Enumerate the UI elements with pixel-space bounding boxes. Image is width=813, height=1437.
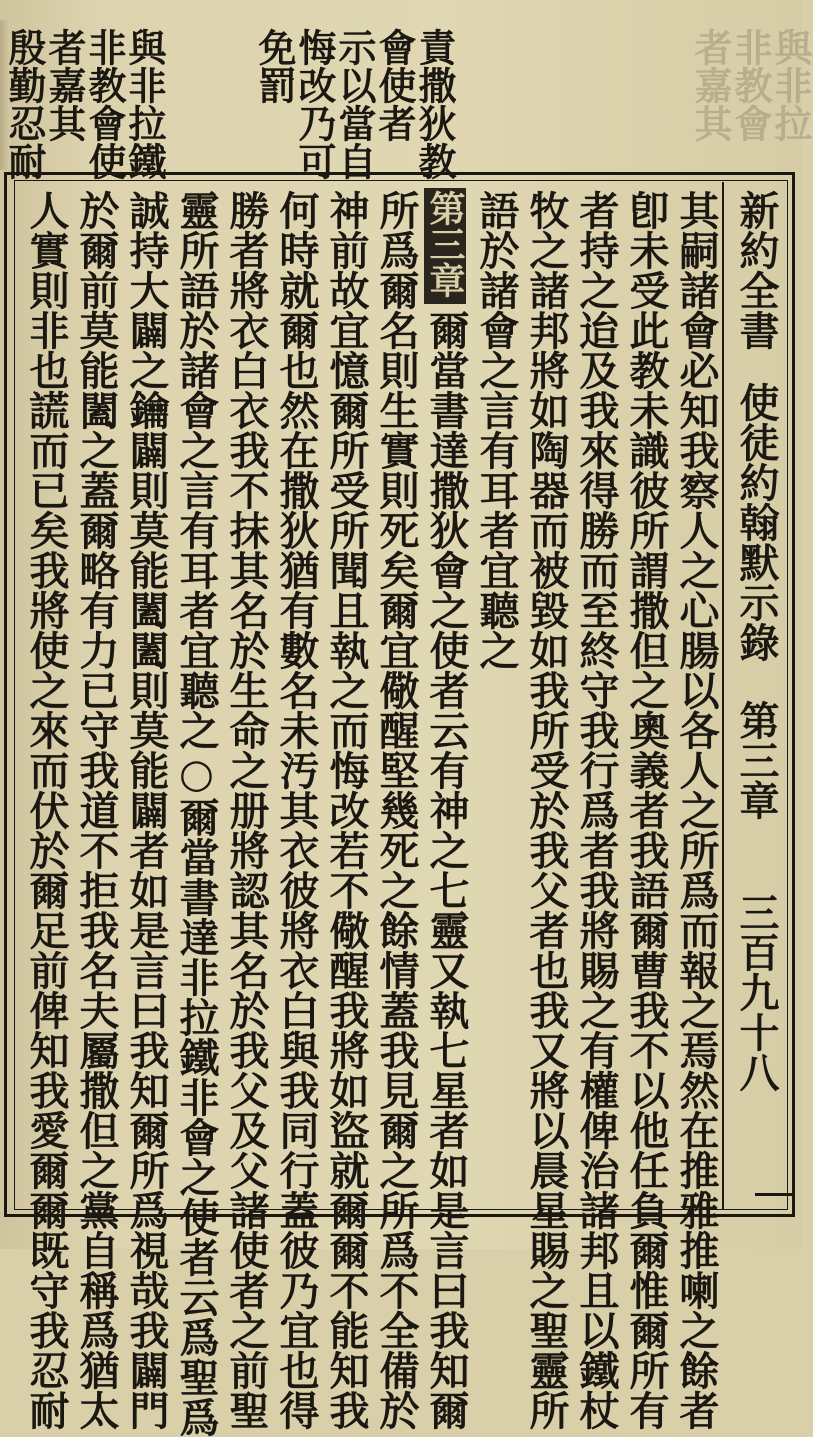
bleed-through-column: 非教會 bbox=[728, 28, 773, 142]
text-column: 者持之迨及我來得勝而至終守我行爲者我將賜之有權俾治諸邦且以鐵杖 bbox=[573, 190, 620, 1430]
text-column: 何時就爾也然在撒狄猶有數名未汚其衣彼將衣白與我同行蓋彼乃宜也得 bbox=[273, 190, 320, 1430]
headnote-column: 示以當自 bbox=[332, 28, 377, 180]
book-title: 新約全書 bbox=[733, 190, 780, 350]
text-column: 勝者將衣白衣我不抹其名於生命之册將認其名於我父及父諸使者之前聖 bbox=[223, 190, 270, 1430]
header-divider bbox=[722, 182, 724, 1209]
headnote-column: 責撒狄教 bbox=[412, 28, 457, 180]
headnote-column: 者嘉其 bbox=[42, 28, 87, 142]
page-number: 三百九十八 bbox=[733, 892, 780, 1092]
text-column: 神前故宜憶爾所受所聞且執之而悔改若不儆醒我將如盜就爾爾不能知我 bbox=[323, 190, 370, 1430]
text-column: 誠持大闢之鑰闢則莫能闔闔則莫能闢者如是言曰我知爾所爲視哉我闢門 bbox=[123, 190, 170, 1430]
text-column: 其嗣諸會必知我察人之心腸以各人之所爲而報之焉然在推雅推喇之餘者 bbox=[673, 190, 720, 1430]
bleed-through-column: 者嘉其 bbox=[688, 28, 733, 142]
chapter-marker-box bbox=[424, 188, 466, 304]
text-column: 牧之諸邦將如陶器而被毀如我所受於我父者也我又將以晨星賜之聖靈所 bbox=[523, 190, 570, 1430]
chapter-marker: 第三章 bbox=[424, 190, 466, 298]
bleed-through-area bbox=[470, 20, 813, 170]
headnote-column: 非教會使 bbox=[82, 28, 127, 180]
footer-rule bbox=[755, 1193, 793, 1196]
headnote-column: 免罰 bbox=[252, 28, 297, 104]
text-column: 於爾前莫能闔之蓋爾略有力已守我道不拒我名夫屬撒但之黨自稱爲猶太 bbox=[73, 190, 120, 1430]
text-column: 卽未受此教未識彼所謂撒但之奧義者我語爾曹我不以他任負爾惟爾所有 bbox=[623, 190, 670, 1430]
text-column: 靈所語於諸會之言有耳者宜聽之○爾當書達非拉鐵非會之使者云爲聖爲 bbox=[173, 190, 220, 1437]
text-column: 語於諸會之言有耳者宜聽之 bbox=[473, 190, 520, 670]
headnote-column: 與非拉鐵 bbox=[122, 28, 167, 180]
chapter-heading: 第三章 bbox=[733, 700, 780, 820]
headnote-column: 殷勤忍耐 bbox=[2, 28, 47, 180]
headnote-column: 會使者 bbox=[372, 28, 417, 142]
bleed-through-column: 與非拉 bbox=[768, 28, 813, 142]
text-column: 所爲爾名則生實則死矣爾宜儆醒堅幾死之餘情蓋我見爾之所爲不全備於 bbox=[373, 190, 420, 1430]
text-column: 爾當書達撒狄會之使者云有神之七靈又執七星者如是言曰我知爾 bbox=[423, 310, 470, 1430]
section-title: 使徒約翰默示錄 bbox=[733, 382, 780, 662]
headnote-column: 悔改乃可 bbox=[292, 28, 337, 180]
text-column: 人實則非也謊而已矣我將使之來而伏於爾足前俾知我愛爾爾既守我忍耐 bbox=[23, 190, 70, 1430]
